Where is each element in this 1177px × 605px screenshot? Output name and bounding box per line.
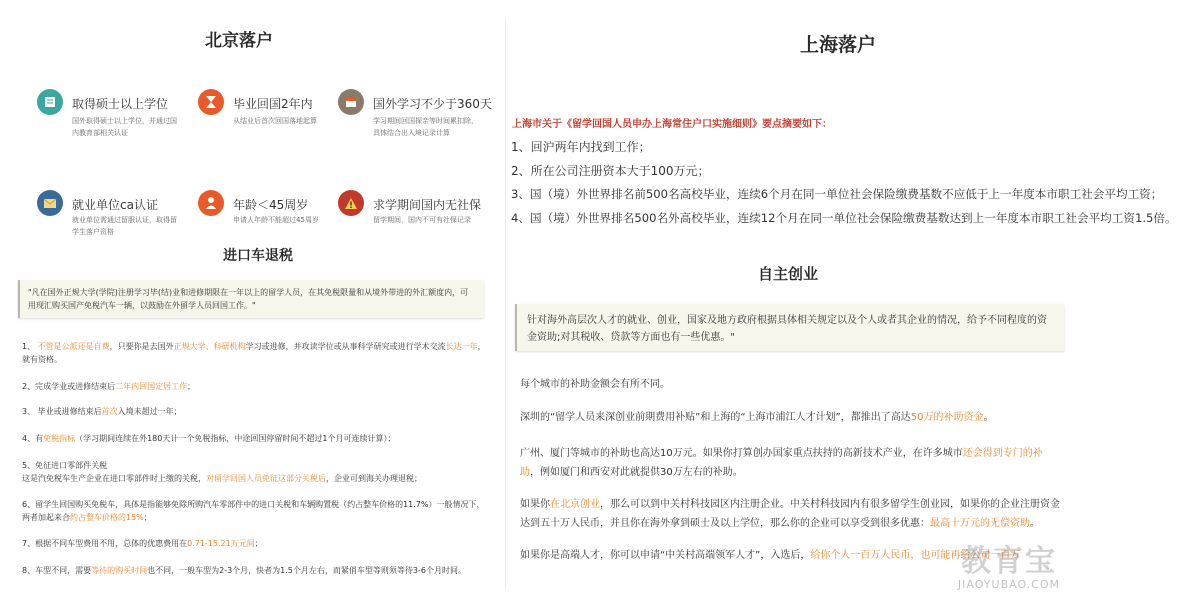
body-text: 这是汽免税车生产企业在进口零部件时上缴的关税， xyxy=(22,474,206,483)
feature-desc-return: 从结业后首次回国落地起算 xyxy=(233,117,317,125)
body-text: 5、免征进口零部件关税 xyxy=(22,461,108,470)
highlight-text: 首次 xyxy=(101,407,118,416)
feature-title-study-days: 国外学习不少于360天 xyxy=(373,97,492,111)
car-condition-item xyxy=(22,564,492,577)
watermark-logo-text: 教育宝 xyxy=(960,544,1057,579)
shanghai-heading: 上海市关于《留学回国人员申办上海常住户口实施细则》要点摘要如下： xyxy=(512,119,832,130)
feature-desc-degree: 国外取得硕士以上学位，并通过国内教育部相关认证 xyxy=(72,117,177,137)
body-text: 7、根据不同车型费用不用，总体的优惠费用在 xyxy=(22,539,188,548)
highlight-text: 给你个人一百万人民币，也可能再给公司一百万 xyxy=(810,550,1021,561)
shanghai-item-1: 1、回沪两年内找到工作； xyxy=(511,140,651,154)
shanghai-title: 上海落户 xyxy=(800,34,877,56)
feature-desc-no-insurance: 留学期间，国内不可有社保记录 xyxy=(373,216,471,224)
body-text: 如果你是高端人才，你可以申请“中关村高端领军人才”，入选后， xyxy=(520,550,811,561)
body-text: 入境未超过一年； xyxy=(117,407,182,416)
watermark-logo xyxy=(958,546,1060,591)
body-text: 4、有 xyxy=(22,434,44,443)
startup-quote-box xyxy=(515,304,1064,351)
body-text: ； xyxy=(187,382,196,391)
body-text: 深圳的“留学人员来深创业前期费用补贴”和上海的“上海市浦江人才计划”，都推出了高达 xyxy=(520,412,911,423)
body-text: ，就有资格。 xyxy=(22,342,486,364)
body-text: ，那么可以到中关村科技园区内注册企业。中关村科技园内有很多留学生创业园，如果你的企业注册资金达到五十万人民币，并且你在海外拿到硕士及以上学位，那么你的企业可以享受到很多优惠： xyxy=(520,499,1060,529)
startup-title: 自主创业 xyxy=(758,265,819,283)
watermark-logo-url: JIAOYUBAO.COM xyxy=(957,578,1060,591)
person-icon xyxy=(198,190,224,216)
body-text: ，例如厦门和西安对此就提供30万左右的补助。 xyxy=(530,467,743,478)
highlight-text: 还会得到专门的补助 xyxy=(520,448,1043,478)
car-title: 进口车退税 xyxy=(223,248,293,264)
feature-desc-employer: 就业单位需通过留服认证，取得留学生落户资格 xyxy=(72,216,177,236)
car-condition-item xyxy=(22,405,492,418)
body-text: ，只要你是去国外 xyxy=(109,342,174,351)
feature-title-return: 毕业回国2年内 xyxy=(233,97,313,111)
car-condition-item xyxy=(22,498,492,524)
body-text: 。 xyxy=(983,412,994,423)
highlight-text: 最高十万元的无偿资助 xyxy=(930,518,1030,529)
highlight-text: 等待的购买时间 xyxy=(91,566,148,575)
shanghai-item-3: 3、国（境）外世界排名前500名高校毕业，连续6个月在同一单位社会保险缴费基数不应低于上一年度本市职工社会平均工资； xyxy=(511,187,1163,201)
highlight-text: 约占整车价格的15% xyxy=(70,513,144,522)
body-text: 。 xyxy=(1030,518,1040,529)
body-text: 也不同，一般车型为2-3个月，快者为1.5个月左右，而紧俏车型等则须等待3-6个月时间。 xyxy=(147,566,466,575)
body-text: 学习或进修，并攻读学位或从事科学研究或进行学术交流 xyxy=(245,342,446,351)
shanghai-item-2: 2、所在公司注册资本大于100万元； xyxy=(511,164,710,178)
feature-title-no-insurance: 求学期间国内无社保 xyxy=(373,198,482,212)
highlight-text: 在北京创业 xyxy=(550,499,600,510)
mail-icon xyxy=(37,190,63,216)
highlight-text: 0.71-15.21万元间 xyxy=(187,539,255,548)
startup-quote-text: 针对海外高层次人才的就业、创业，国家及地方政府根据具体相关规定以及个人或者其企业的情况，给予不同程度的资金资助;对其税收、贷款等方面也有一些优惠。" xyxy=(527,315,1047,343)
car-quote-box xyxy=(18,280,484,318)
car-condition-item xyxy=(22,459,492,485)
certificate-icon xyxy=(37,89,63,115)
body-text: ； xyxy=(143,513,152,522)
beijing-title: 北京落户 xyxy=(205,31,273,51)
body-text: 1、 xyxy=(22,342,38,351)
startup-paragraph xyxy=(520,408,1060,427)
highlight-text: 50万的补助资金 xyxy=(910,412,984,423)
highlight-text: 长达一年 xyxy=(445,342,478,351)
calendar-icon xyxy=(338,89,364,115)
shanghai-item-4: 4、国（境）外世界排名500名外高校毕业，连续12个月在同一单位社会保险缴费基数达到上一年度本市职工社会平均工资1.5倍。 xyxy=(511,211,1177,225)
body-text: 2、完成学业或进修结束后 xyxy=(22,382,116,391)
body-text: ； xyxy=(254,539,263,548)
highlight-text: 不管是公派还是自费 xyxy=(37,342,110,351)
body-text: （学习期间连续在外180天计一个免税指标，中途回国停留时间不超过1个月可连续计算）； xyxy=(75,434,396,443)
feature-title-degree: 取得硕士以上学位 xyxy=(72,97,169,111)
hourglass-icon xyxy=(198,89,224,115)
car-condition-item xyxy=(22,340,492,366)
startup-paragraph xyxy=(520,444,1060,482)
highlight-text: 免税指标 xyxy=(43,434,76,443)
startup-paragraph xyxy=(520,495,1060,533)
body-text: 8、车型不同，需要 xyxy=(22,566,92,575)
body-text: 广州、厦门等城市的补助也高达10万元。如果你打算创办国家重点扶持的高新技术产业，在许多城市 xyxy=(520,448,963,459)
feature-title-employer: 就业单位ca认证 xyxy=(72,198,158,212)
feature-desc-age: 申请人年龄不能超过45周岁 xyxy=(233,216,319,224)
body-text: 如果你 xyxy=(520,499,550,510)
body-text: 3、 毕业或进修结束后 xyxy=(22,407,102,416)
body-text: 6、留学生回国购买免税车，具体是指能够免除所购汽车零部件中的进口关税和车辆购置税（约占整车价格的11.7%）一般情况下，两者加起来合 xyxy=(22,500,485,522)
column-divider xyxy=(505,20,506,590)
warning-icon xyxy=(338,190,364,216)
body-text: ，企业可到海关办理退税； xyxy=(326,474,422,483)
car-condition-item xyxy=(22,432,492,445)
car-condition-item xyxy=(22,380,492,393)
body-text: 每个城市的补助金额会有所不同。 xyxy=(520,379,670,390)
feature-desc-study-days: 学习期间回国探亲等时间累扣除，具体结合出入境记录计算 xyxy=(373,117,478,137)
highlight-text: 正规大学、科研机构 xyxy=(173,342,246,351)
highlight-text: 对留学回国人员免征这部分关税后 xyxy=(206,474,326,483)
feature-title-age: 年龄＜45周岁 xyxy=(233,198,309,212)
car-condition-item xyxy=(22,537,492,550)
highlight-text: 二年内回国定居工作 xyxy=(115,382,188,391)
startup-paragraph xyxy=(520,375,1060,394)
car-quote-text: "凡在国外正规大学(学院)注册学习毕(结)业和进修期限在一年以上的留学人员，在其免税限量和从境外带进的外汇额度内，可用现汇购买国产免税汽车一辆，以鼓励在外留学人员回国工作。" xyxy=(28,288,469,310)
